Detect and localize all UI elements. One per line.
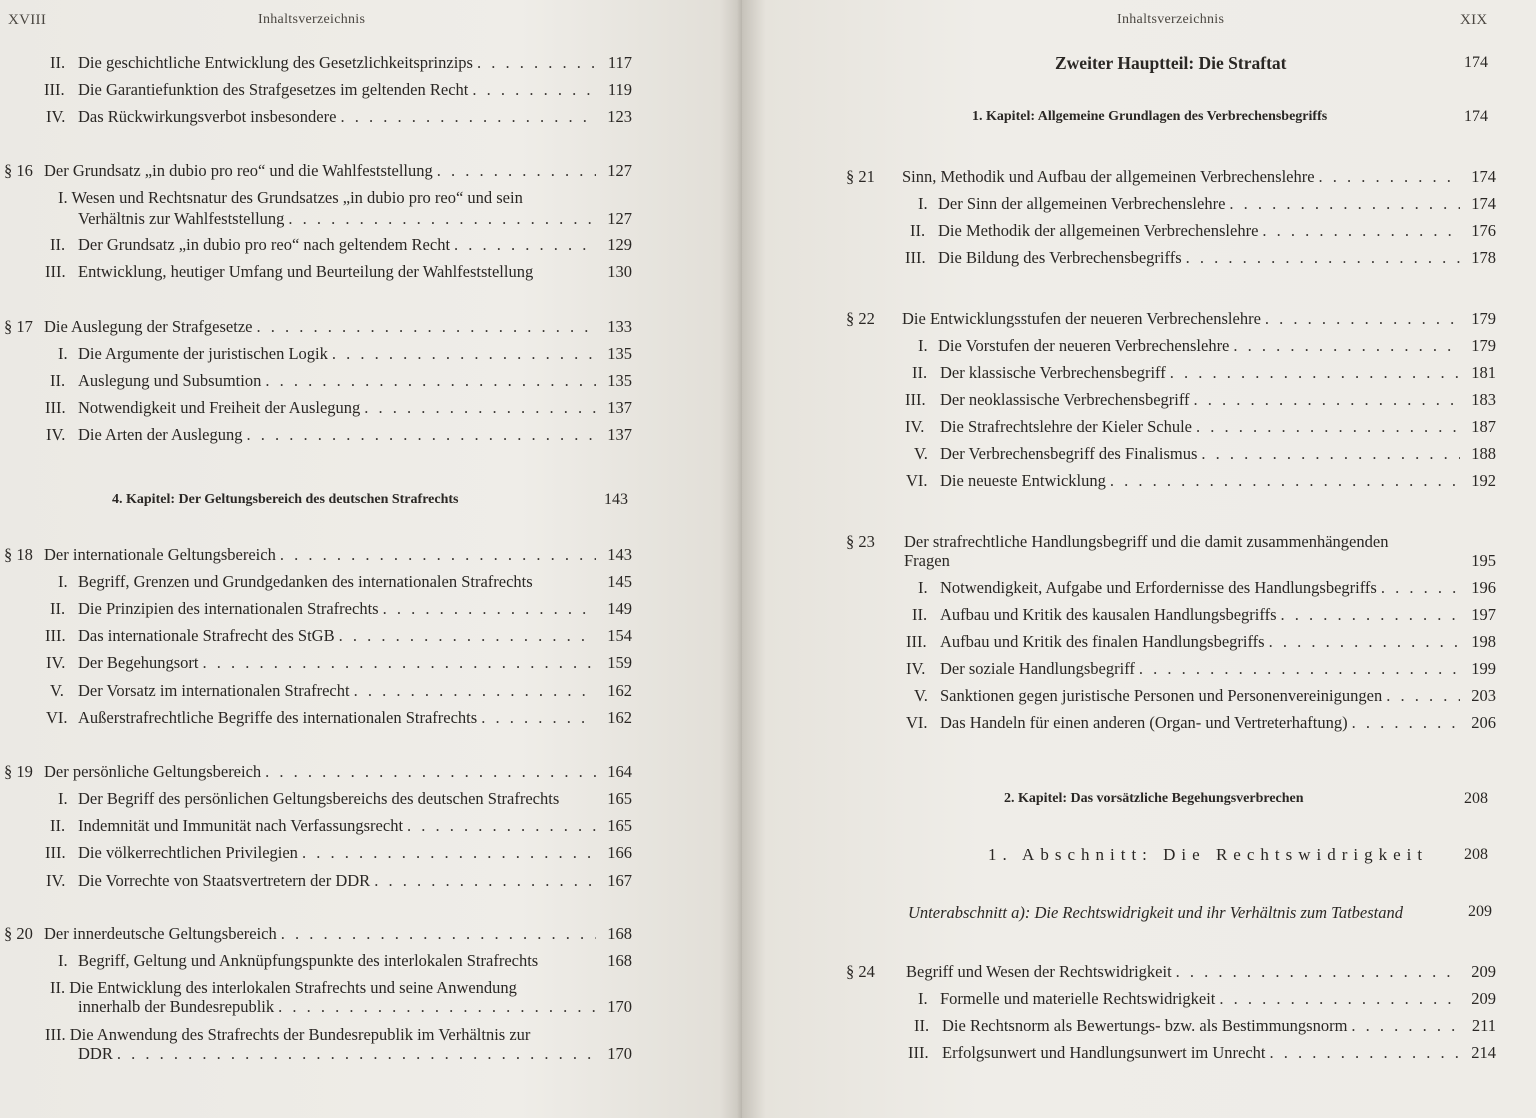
toc-entry: III. Die Garantiefunktion des Strafgesetzes im geltenden Recht . . . 119	[44, 80, 632, 100]
toc-entry: III. Die völkerrechtlichen Privilegien . . . 166	[45, 843, 632, 863]
toc-entry: III. Aufbau und Kritik des finalen Handlungsbegriffs . . . 198	[906, 632, 1496, 652]
right-page	[742, 0, 1536, 1118]
toc-entry: II. Der Grundsatz „in dubio pro reo“ nach geltendem Recht . . . 129	[50, 235, 632, 255]
toc-entry: IV. Das Rückwirkungsverbot insbesondere . . . 123	[46, 107, 632, 127]
toc-section: § 18 Der internationale Geltungsbereich . . . 143	[4, 545, 632, 565]
toc-entry: II. Die Rechtsnorm als Bewertungs- bzw. als Bestimmungsnorm . . . 211	[914, 1016, 1496, 1036]
toc-entry: V. Der Vorsatz im internationalen Strafrecht . . . 162	[50, 681, 632, 701]
toc-entry: II. Die Prinzipien des internationalen Strafrechts . . . 149	[50, 599, 632, 619]
chapter-heading: 1. Kapitel: Allgemeine Grundlagen des Verbrechensbegriffs	[972, 109, 1328, 124]
toc-entry: I. Der Begriff des persönlichen Geltungsbereichs des deutschen Strafrechts 165	[58, 789, 632, 808]
toc-section-wrapped: § 23 Der strafrechtliche Handlungsbegriff und die damit zusammenhängenden	[846, 532, 1389, 551]
toc-entry: VI. Außerstrafrechtliche Begriffe des internationalen Strafrechts . . . 162	[46, 708, 632, 728]
left-page	[0, 0, 742, 1118]
toc-entry: IV. Der Begehungsort . . . 159	[46, 653, 632, 673]
left-page-number: XVIII	[8, 12, 47, 28]
toc-section: § 19 Der persönliche Geltungsbereich . . . 164	[4, 762, 632, 782]
toc-section: § 21 Sinn, Methodik und Aufbau der allgemeinen Verbrechenslehre . . . 174	[846, 167, 1496, 187]
toc-entry: IV. Der soziale Handlungsbegriff . . . 199	[906, 659, 1496, 679]
toc-entry: I. Formelle und materielle Rechtswidrigkeit . . . 209	[918, 989, 1496, 1009]
toc-entry: III. Entwicklung, heutiger Umfang und Beurteilung der Wahlfeststellung 130	[45, 262, 632, 281]
toc-entry: III. Erfolgsunwert und Handlungsunwert im Unrecht . . . 214	[908, 1043, 1496, 1063]
toc-entry: II. Die Methodik der allgemeinen Verbrechenslehre . . . 176	[910, 221, 1496, 241]
toc-entry: III. Die Bildung des Verbrechensbegriffs . . . 178	[905, 248, 1496, 268]
toc-entry: IV. Die Vorrechte von Staatsvertretern der DDR . . . 167	[46, 871, 632, 891]
toc-entry: III. Der neoklassische Verbrechensbegriff . . . 183	[905, 390, 1496, 410]
chapter-heading: 2. Kapitel: Das vorsätzliche Begehungsverbrechen	[1004, 791, 1304, 806]
part-title: Zweiter Hauptteil: Die Straftat	[1055, 53, 1287, 73]
toc-entry: I. Notwendigkeit, Aufgabe und Erfordernisse des Handlungsbegriffs . . . 196	[918, 578, 1496, 598]
toc-entry-continuation: innerhalb der Bundesrepublik . . . 170	[78, 997, 632, 1017]
chapter-page: 208	[1464, 790, 1488, 807]
section-heading: 1. Abschnitt: Die Rechtswidrigkeit	[988, 845, 1429, 864]
part-page: 174	[1464, 54, 1488, 71]
toc-entry: II. Der klassische Verbrechensbegriff . . . 181	[912, 363, 1496, 383]
toc-entry-continuation: Verhältnis zur Wahlfeststellung . . . 127	[78, 209, 632, 229]
toc-section: § 22 Die Entwicklungsstufen der neueren Verbrechenslehre . . . 179	[846, 309, 1496, 329]
toc-entry: II. Auslegung und Subsumtion . . . 135	[50, 371, 632, 391]
left-header-title: Inhaltsverzeichnis	[258, 12, 366, 27]
subsection-heading: Unterabschnitt a): Die Rechtswidrigkeit und ihr Verhältnis zum Tatbestand	[908, 903, 1403, 922]
right-page-number: XIX	[1460, 12, 1488, 28]
toc-entry-continuation: Fragen 195	[904, 551, 1496, 570]
toc-entry: III. Notwendigkeit und Freiheit der Auslegung . . . 137	[45, 398, 632, 418]
toc-entry-continuation: DDR . . . 170	[78, 1044, 632, 1064]
section-page: 208	[1464, 846, 1488, 863]
toc-entry: II. Aufbau und Kritik des kausalen Handlungsbegriffs . . . 197	[912, 605, 1496, 625]
toc-entry: VI. Das Handeln für einen anderen (Organ- und Vertreterhaftung) . . . 206	[906, 713, 1496, 733]
toc-entry: IV. Die Arten der Auslegung . . . 137	[46, 425, 632, 445]
chapter-heading: 4. Kapitel: Der Geltungsbereich des deutschen Strafrechts	[112, 492, 459, 507]
toc-entry: I. Die Argumente der juristischen Logik . . . 135	[58, 344, 632, 364]
subsection-page: 209	[1468, 903, 1492, 920]
toc-entry-wrapped: II. Die Entwicklung des interlokalen Strafrechts und seine Anwendung	[50, 978, 517, 997]
toc-section: § 20 Der innerdeutsche Geltungsbereich . . . 168	[4, 924, 632, 944]
toc-section: § 17 Die Auslegung der Strafgesetze . . . 133	[4, 317, 632, 337]
toc-entry-wrapped: III. Die Anwendung des Strafrechts der Bundesrepublik im Verhältnis zur	[45, 1025, 531, 1044]
toc-entry: III. Das internationale Strafrecht des StGB . . . 154	[45, 626, 632, 646]
toc-entry: II. Die geschichtliche Entwicklung des Gesetzlichkeitsprinzips . . . 117	[50, 53, 632, 73]
chapter-page: 143	[604, 491, 628, 508]
toc-entry: I. Begriff, Geltung und Anknüpfungspunkte des interlokalen Strafrechts 168	[58, 951, 632, 970]
toc-entry: VI. Die neueste Entwicklung . . . 192	[906, 471, 1496, 491]
toc-entry-wrapped: I. Wesen und Rechtsnatur des Grundsatzes „in dubio pro reo“ und sein	[58, 188, 523, 207]
toc-entry: I. Die Vorstufen der neueren Verbrechenslehre . . . 179	[918, 336, 1496, 356]
toc-entry: II. Indemnität und Immunität nach Verfassungsrecht . . . 165	[50, 816, 632, 836]
toc-entry: V. Sanktionen gegen juristische Personen und Personenvereinigungen . . . 203	[914, 686, 1496, 706]
toc-entry: V. Der Verbrechensbegriff des Finalismus . . . 188	[914, 444, 1496, 464]
toc-entry: I. Begriff, Grenzen und Grundgedanken des internationalen Strafrechts 145	[58, 572, 632, 591]
chapter-page: 174	[1464, 108, 1488, 125]
toc-entry: I. Der Sinn der allgemeinen Verbrechenslehre . . . 174	[918, 194, 1496, 214]
toc-entry: IV. Die Strafrechtslehre der Kieler Schule . . . 187	[905, 417, 1496, 437]
right-header-title: Inhaltsverzeichnis	[1117, 12, 1225, 27]
toc-section: § 24 Begriff und Wesen der Rechtswidrigkeit . . . 209	[846, 962, 1496, 982]
toc-section: § 16 Der Grundsatz „in dubio pro reo“ und die Wahlfeststellung . . . 127	[4, 161, 632, 181]
